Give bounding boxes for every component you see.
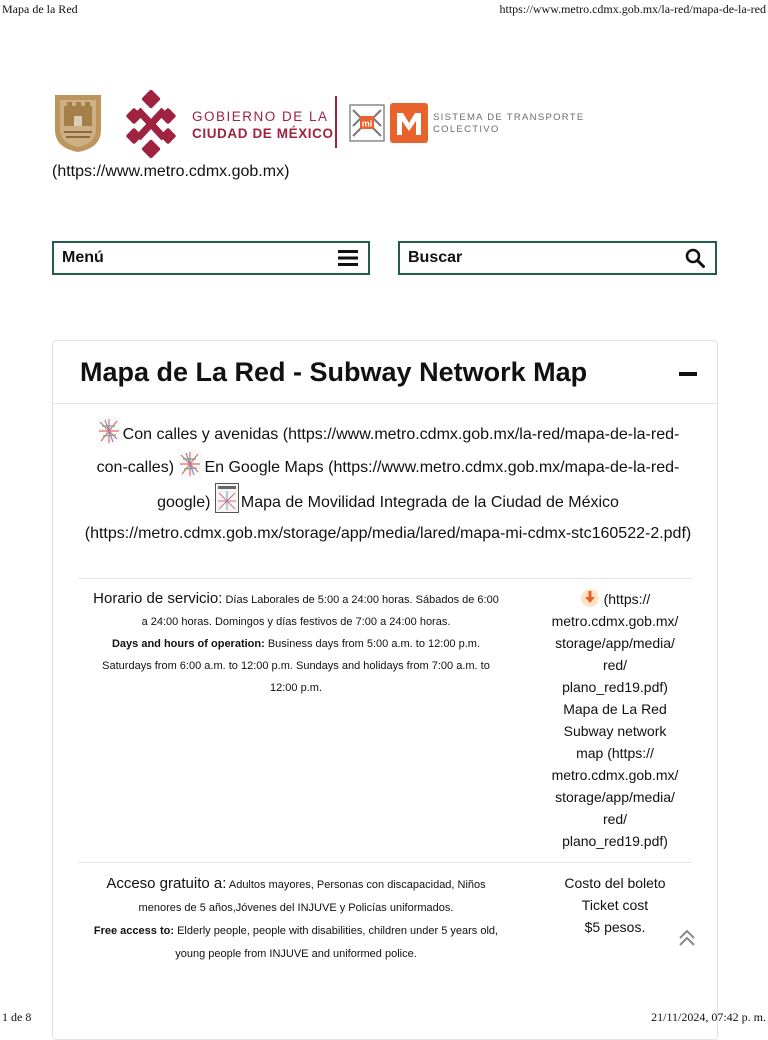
metro-logo-icon xyxy=(390,103,428,143)
network-map-link-label[interactable]: plano_red19.pdf) xyxy=(562,833,668,849)
site-home-link[interactable]: (https://www.metro.cdmx.gob.mx) xyxy=(52,163,290,180)
print-url: https://www.metro.cdmx.gob.mx/la-red/mapa-de-la-red xyxy=(499,2,766,16)
panel-header[interactable] xyxy=(53,341,717,404)
stc-name-line1: SISTEMA DE TRANSPORTE xyxy=(433,112,585,123)
metro-map-thumbnail-icon xyxy=(97,417,121,445)
access-en-text: Elderly people, people with disabilities, children under 5 years old, young people from INJUVE and uniformed police. xyxy=(175,925,499,960)
hours-en-text: Business days from 5:00 a.m. to 12:00 p.m. Saturdays from 6:00 a.m. to 12:00 p.m. Sundays and holidays from 7:00 a.m. to 12:00 p.m. xyxy=(102,638,490,694)
map-links xyxy=(83,417,693,549)
mobility-map-link[interactable]: Mapa de Movilidad Integrada de la Ciudad de México xyxy=(240,494,619,511)
download-url[interactable]: (https:// xyxy=(603,591,651,607)
network-map-link-label[interactable]: Subway network xyxy=(563,723,667,739)
download-url[interactable]: storage/app/media/ xyxy=(555,635,675,651)
site-logo[interactable] xyxy=(52,90,612,160)
download-icon[interactable] xyxy=(580,588,600,608)
stc-name-line2: COLECTIVO xyxy=(433,124,500,135)
free-access-info xyxy=(91,872,501,966)
hours-es-heading: Horario de servicio: xyxy=(93,590,223,607)
cost-line-en: Ticket cost xyxy=(581,897,649,913)
cost-line-es: Costo del boleto xyxy=(564,875,666,891)
google-maps-link[interactable]: En Google Maps xyxy=(204,459,324,476)
scroll-to-top-icon[interactable] xyxy=(677,929,697,947)
hours-es-text: Días Laborales de 5:00 a 24:00 horas. Sábados de 6:00 a 24:00 horas. Domingos y días festivos de 7:00 a 24:00 horas. xyxy=(141,594,499,628)
streets-map-url[interactable]: (https://www.metro.cdmx.gob.mx/la-red/mapa-de-la-red-con-calles) xyxy=(96,426,680,476)
access-en-heading: Free access to: xyxy=(93,925,174,937)
streets-map-link[interactable]: Con calles y avenidas xyxy=(122,426,279,443)
ticket-cost xyxy=(541,872,689,938)
network-map-link-label[interactable]: Mapa de La Red xyxy=(563,701,667,717)
menu-label: Menú xyxy=(62,249,104,266)
network-map-link-label[interactable]: metro.cdmx.gob.mx/ xyxy=(551,767,679,783)
access-es-heading: Acceso gratuito a: xyxy=(106,875,227,892)
mi-mobility-logo-icon xyxy=(349,104,385,142)
gov-name-line1: GOBIERNO DE LA xyxy=(192,109,329,124)
cost-price: $5 pesos. xyxy=(584,919,646,935)
network-map-link-label[interactable]: map (https:// xyxy=(576,745,654,761)
print-datetime: 21/11/2024, 07:42 p. m. xyxy=(651,1010,766,1024)
download-url[interactable]: plano_red19.pdf) xyxy=(562,679,668,695)
mobility-map-url[interactable]: (https://metro.cdmx.gob.mx/storage/app/media/lared/mapa-mi-cdmx-stc160522-2.pdf) xyxy=(84,525,692,542)
gobierno-cdmx-logo-icon xyxy=(122,90,180,158)
hours-en-heading: Days and hours of operation: xyxy=(111,638,265,650)
divider xyxy=(78,578,692,579)
network-map-link-label[interactable]: red/ xyxy=(602,811,628,827)
search-label: Buscar xyxy=(408,249,463,266)
print-title: Mapa de la Red xyxy=(2,2,78,16)
collapse-icon[interactable] xyxy=(679,372,697,376)
metro-map-thumbnail-icon xyxy=(178,450,202,478)
svg-text:mi: mi xyxy=(361,118,373,129)
download-url[interactable]: metro.cdmx.gob.mx/ xyxy=(551,613,679,629)
google-maps-url[interactable]: (https://www.metro.cdmx.gob.mx/mapa-de-la-red-google) xyxy=(157,459,680,511)
menu-button[interactable] xyxy=(52,241,370,275)
hamburger-icon xyxy=(338,250,358,266)
mobility-map-thumbnail-icon xyxy=(215,483,239,513)
download-url[interactable]: red/ xyxy=(602,657,628,673)
search-icon xyxy=(685,248,705,268)
gov-name-line2: CIUDAD DE MÉXICO xyxy=(192,126,334,141)
print-page-number: 1 de 8 xyxy=(2,1010,32,1024)
page-title: Mapa de La Red - Subway Network Map xyxy=(80,357,588,387)
search-button[interactable] xyxy=(398,241,717,275)
logo-divider xyxy=(335,96,337,148)
access-es-text: Adultos mayores, Personas con discapacidad, Niños menores de 5 años,Jóvenes del INJUVE y Policías uniformados. xyxy=(138,879,486,914)
service-hours xyxy=(91,588,501,699)
divider xyxy=(78,862,692,863)
network-map-download[interactable] xyxy=(541,588,689,852)
network-map-link-label[interactable]: storage/app/media/ xyxy=(555,789,675,805)
cdmx-shield-icon xyxy=(52,92,104,154)
network-map-panel xyxy=(52,340,718,1040)
